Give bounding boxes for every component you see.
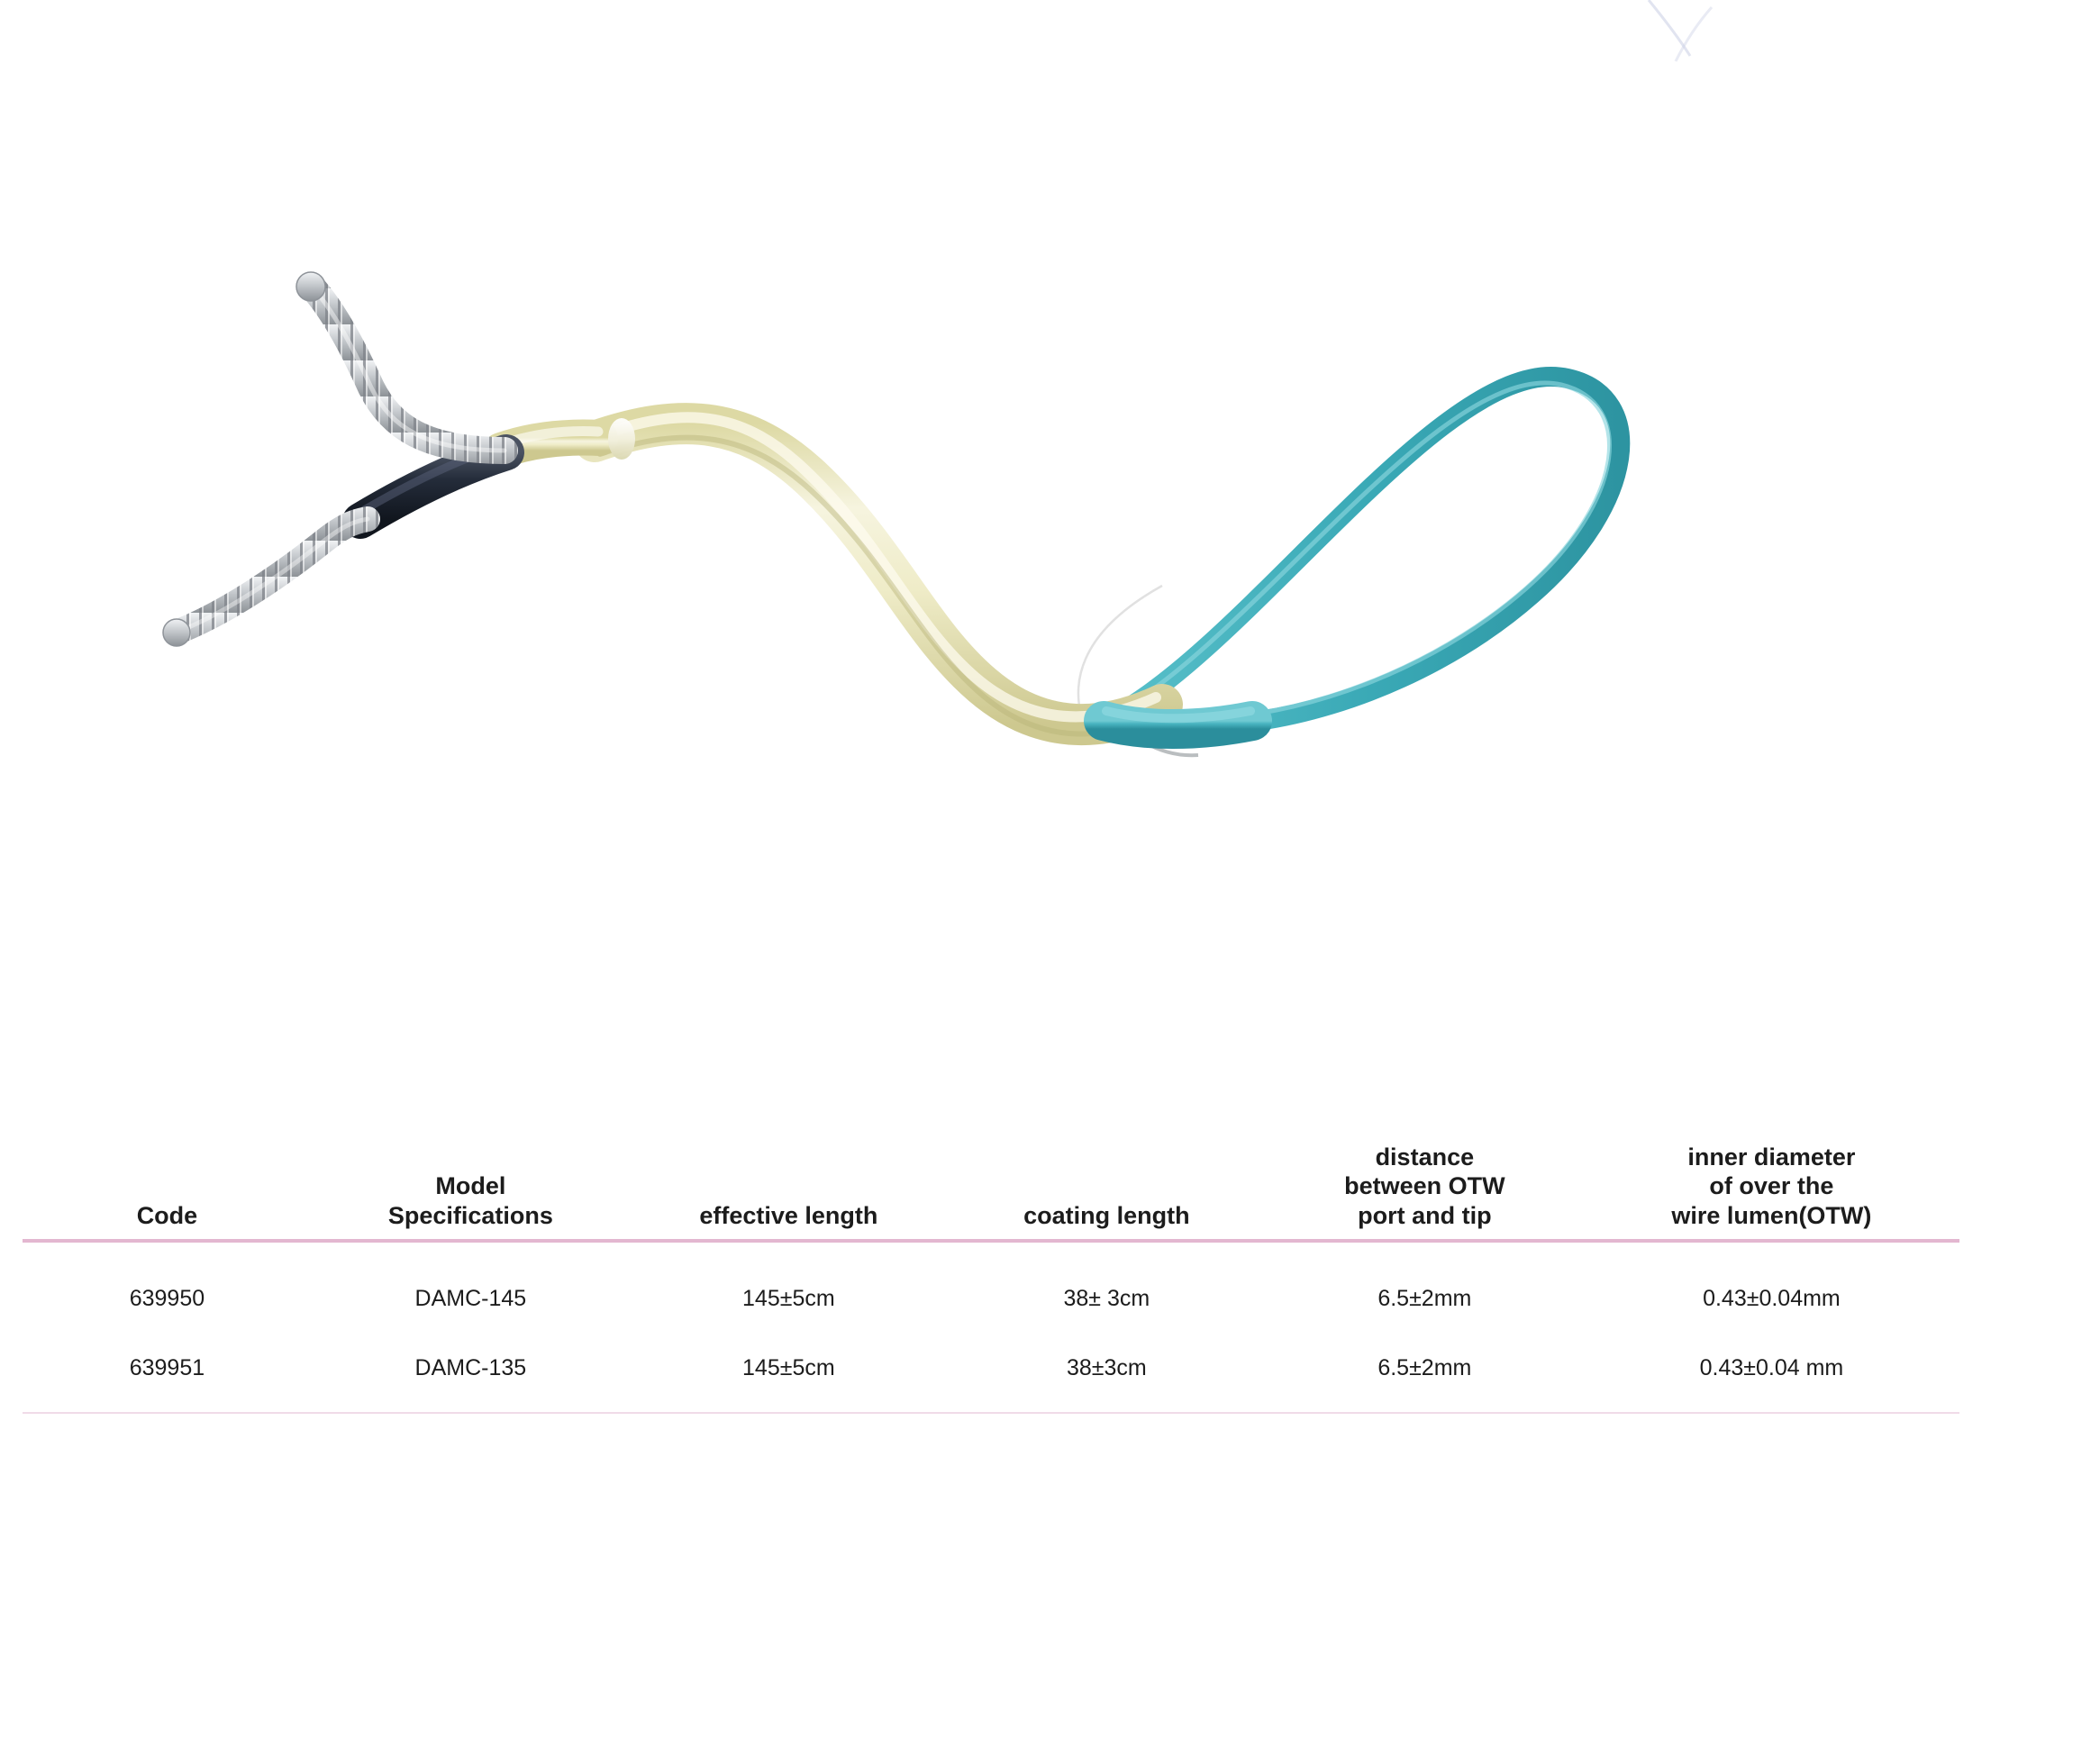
cell-model: DAMC-135: [312, 1334, 630, 1413]
table-row: [23, 1241, 1959, 1334]
column-header-otw-distance-line-1: distance: [1375, 1143, 1475, 1171]
coil-tip-lower: [163, 519, 368, 646]
cell-effective-length: 145±5cm: [630, 1334, 948, 1413]
coil-tip-ball-upper: [296, 272, 325, 301]
coil-tip-upper: [296, 272, 505, 451]
column-header-coating-length-line-1: coating length: [1023, 1201, 1190, 1229]
column-header-inner-diameter: [1584, 1095, 1959, 1241]
column-header-code-line-1: Code: [136, 1201, 198, 1229]
column-header-otw-distance-line-3: port and tip: [1358, 1201, 1492, 1229]
cell-otw-distance: 6.5±2mm: [1377, 1286, 1472, 1311]
table-row: [23, 1334, 1959, 1413]
table-body: [23, 1241, 1959, 1413]
column-header-inner-diameter-line-2: of over the: [1709, 1172, 1834, 1200]
column-header-inner-diameter-line-1: inner diameter: [1687, 1143, 1856, 1171]
cell-coating-length: 38±3cm: [948, 1334, 1266, 1413]
cell-model: DAMC-145: [414, 1286, 527, 1311]
background-stray-curve: [1649, 0, 1712, 61]
catheter-shaft: [595, 417, 1162, 733]
column-header-effective-length: [630, 1095, 948, 1241]
specification-table-container: [0, 1095, 2100, 1414]
cell-coating-length: 38± 3cm: [1063, 1286, 1150, 1311]
column-header-inner-diameter-line-3: wire lumen(OTW): [1671, 1201, 1872, 1229]
distal-teal-loop: [1122, 377, 1620, 725]
cell-inner-diameter: 0.43±0.04 mm: [1584, 1334, 1959, 1413]
coil-tip-ball-lower: [163, 619, 190, 646]
column-header-model-line-1: Model: [435, 1172, 506, 1200]
white-marker-band: [608, 418, 635, 460]
cell-inner-diameter: 0.43±0.04mm: [1703, 1286, 1841, 1311]
column-header-model-line-2: Specifications: [387, 1201, 553, 1229]
cell-code: 639950: [129, 1286, 205, 1311]
column-header-model: [312, 1095, 630, 1241]
column-header-coating-length: [948, 1095, 1266, 1241]
specification-table: [23, 1095, 1959, 1414]
column-header-otw-distance-line-2: between OTW: [1344, 1172, 1505, 1200]
cell-effective-length: 145±5cm: [742, 1286, 835, 1311]
column-header-effective-length-line-1: effective length: [699, 1201, 878, 1229]
table-header: [23, 1095, 1959, 1241]
distal-teal-segment: [1104, 711, 1252, 729]
cell-otw-distance: 6.5±2mm: [1266, 1334, 1584, 1413]
table-header-row: [23, 1095, 1959, 1241]
column-header-code: [23, 1095, 312, 1241]
column-header-otw-distance: [1266, 1095, 1584, 1241]
cell-code: 639951: [23, 1334, 312, 1413]
